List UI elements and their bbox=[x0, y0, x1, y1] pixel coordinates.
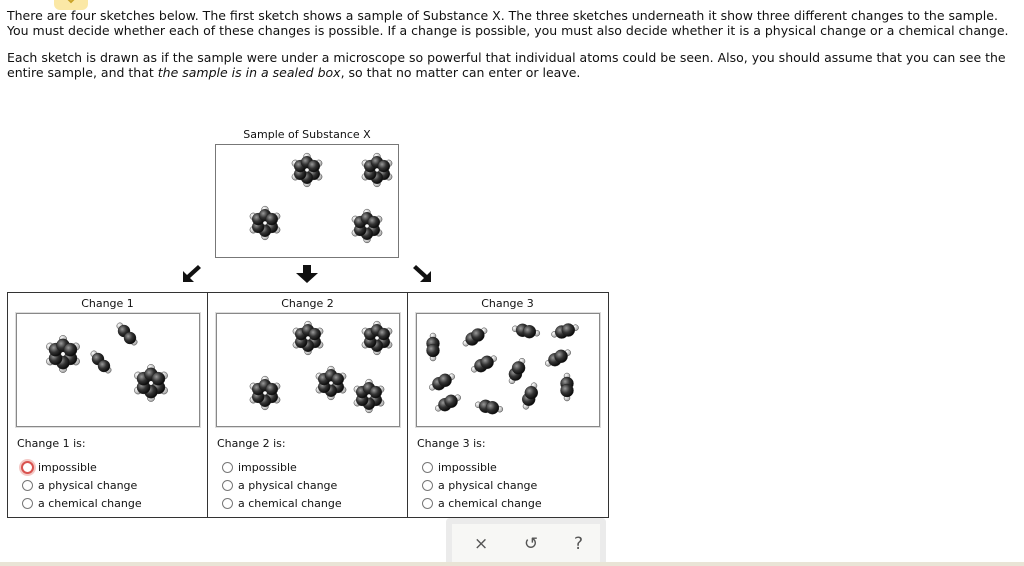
benzene-molecule-icon bbox=[354, 379, 384, 413]
change-2-option-physical[interactable]: a physical change bbox=[222, 476, 342, 494]
change-3-options bbox=[422, 458, 542, 512]
arrow-down-right-icon bbox=[410, 263, 434, 285]
change-2-sketch bbox=[216, 313, 400, 427]
molecule-fragment-icon bbox=[91, 351, 111, 373]
instructions-paragraph-2: Each sketch is drawn as if the sample were under a microscope so powerful that individual atoms could be seen. Also, you should assume that you can see the entire sample, and that the sample is in a sealed box, so that no matter can enter or leave. bbox=[7, 50, 1006, 80]
change-2-options bbox=[222, 458, 342, 512]
footer-bar bbox=[0, 562, 1024, 566]
arrow-down-left-icon bbox=[180, 263, 204, 285]
benzene-molecule-icon bbox=[362, 153, 392, 187]
acetylene-molecule-icon bbox=[509, 358, 525, 384]
benzene-molecule-icon bbox=[316, 366, 346, 400]
radio-button[interactable] bbox=[21, 461, 34, 474]
acetylene-molecule-icon bbox=[561, 373, 574, 401]
help-button[interactable]: ? bbox=[574, 534, 584, 554]
acetylene-molecule-icon bbox=[471, 356, 496, 373]
change-1-options bbox=[22, 458, 142, 512]
radio-button[interactable] bbox=[222, 462, 233, 473]
change-2-option-chemical[interactable]: a chemical change bbox=[222, 494, 342, 512]
change-2-title: Change 2 bbox=[281, 297, 334, 310]
change-3-title: Change 3 bbox=[481, 297, 534, 310]
change-1-option-physical[interactable]: a physical change bbox=[22, 476, 142, 494]
radio-button[interactable] bbox=[222, 498, 233, 509]
change-1-title: Change 1 bbox=[81, 297, 134, 310]
acetylene-molecule-icon bbox=[522, 383, 538, 410]
benzene-molecule-icon bbox=[292, 153, 322, 187]
answer-toolbar bbox=[446, 518, 606, 566]
benzene-molecule-icon bbox=[250, 206, 280, 240]
undo-button[interactable]: ↺ bbox=[524, 534, 539, 554]
acetylene-molecule-icon bbox=[512, 324, 540, 338]
acetylene-molecule-icon bbox=[463, 328, 487, 346]
change-1-question: Change 1 is: bbox=[17, 437, 86, 450]
sample-sketch bbox=[215, 144, 399, 258]
change-2-question: Change 2 is: bbox=[217, 437, 286, 450]
benzene-molecule-icon bbox=[250, 376, 280, 410]
radio-button[interactable] bbox=[422, 462, 433, 473]
change-2-column bbox=[207, 293, 407, 517]
sample-title: Sample of Substance X bbox=[243, 128, 371, 141]
change-3-question: Change 3 is: bbox=[417, 437, 486, 450]
radio-button[interactable] bbox=[422, 498, 433, 509]
change-3-option-chemical[interactable]: a chemical change bbox=[422, 494, 542, 512]
chevron-down-icon bbox=[64, 0, 78, 6]
change-1-option-impossible[interactable]: impossible bbox=[22, 458, 142, 476]
benzene-molecule-icon bbox=[46, 335, 79, 372]
change-1-sketch bbox=[16, 313, 200, 427]
radio-button[interactable] bbox=[22, 480, 33, 491]
benzene-molecule-icon bbox=[293, 321, 323, 355]
change-1-option-chemical[interactable]: a chemical change bbox=[22, 494, 142, 512]
changes-table bbox=[7, 292, 609, 518]
acetylene-molecule-icon bbox=[427, 333, 440, 361]
benzene-molecule-icon bbox=[352, 209, 382, 243]
radio-button[interactable] bbox=[422, 480, 433, 491]
change-3-column bbox=[407, 293, 607, 517]
molecule-fragment-icon bbox=[117, 323, 137, 345]
change-3-option-physical[interactable]: a physical change bbox=[422, 476, 542, 494]
benzene-molecule-icon bbox=[134, 364, 167, 401]
clear-button[interactable]: × bbox=[474, 534, 489, 554]
acetylene-molecule-icon bbox=[545, 350, 570, 367]
change-3-option-impossible[interactable]: impossible bbox=[422, 458, 542, 476]
arrow-down-icon bbox=[293, 263, 321, 285]
acetylene-molecule-icon bbox=[435, 395, 460, 412]
radio-button[interactable] bbox=[222, 480, 233, 491]
radio-button[interactable] bbox=[22, 498, 33, 509]
benzene-molecule-icon bbox=[362, 321, 392, 355]
instructions-paragraph-1: There are four sketches below. The first sketch shows a sample of Substance X. The three sketches underneath it show three different changes to the sample. You must decide whether each of these changes is possible. If a change is possible, you must also decide whether it is a physical change or a chemical change. bbox=[7, 8, 1009, 38]
change-1-column bbox=[8, 293, 207, 517]
acetylene-molecule-icon bbox=[475, 400, 503, 414]
acetylene-molecule-icon bbox=[429, 374, 454, 391]
instructions bbox=[7, 8, 1012, 92]
change-2-option-impossible[interactable]: impossible bbox=[222, 458, 342, 476]
acetylene-molecule-icon bbox=[552, 324, 579, 339]
change-3-sketch bbox=[416, 313, 600, 427]
